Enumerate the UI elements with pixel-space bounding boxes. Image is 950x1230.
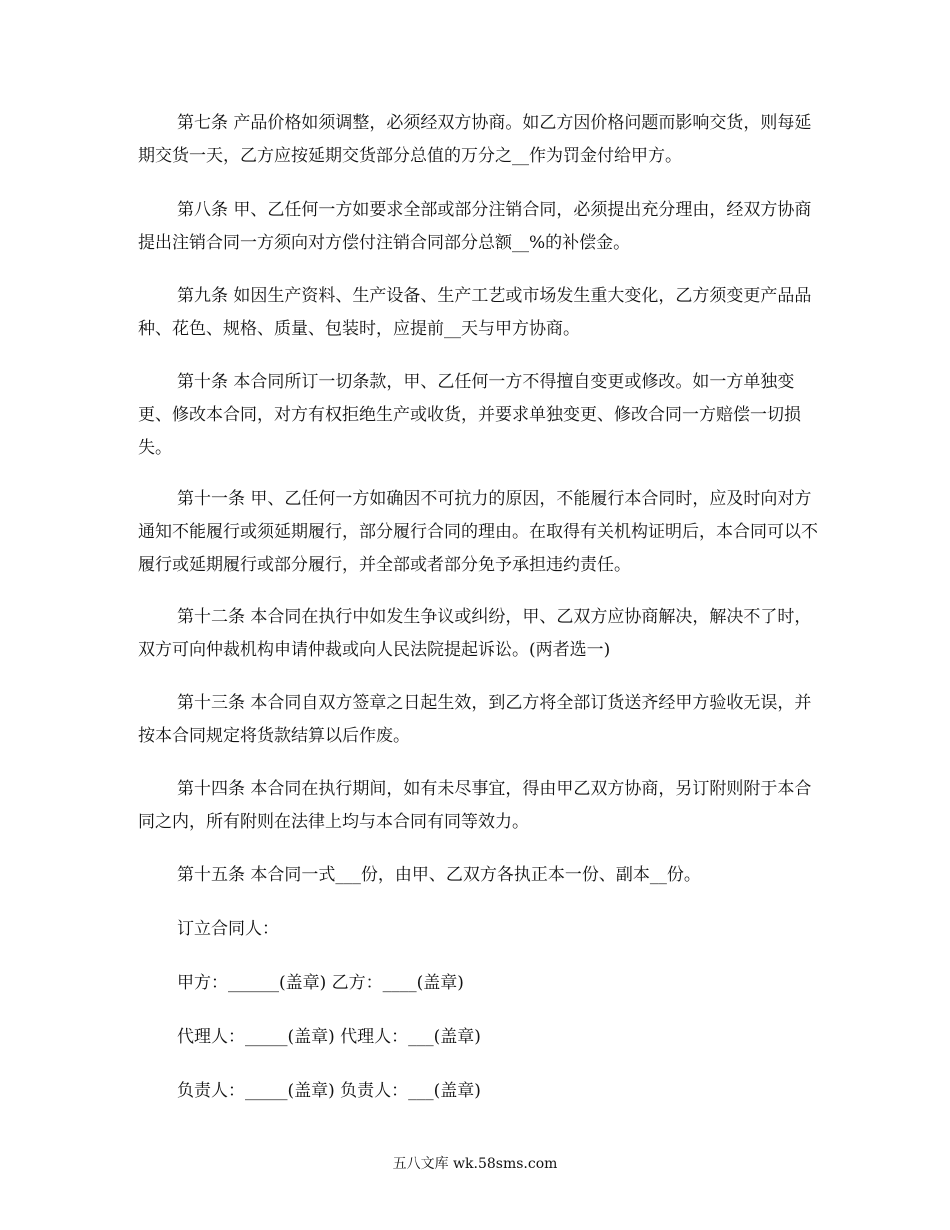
clause-8: 第八条 甲、乙任何一方如要求全部或部分注销合同，必须提出充分理由，经双方协商提出注销合同一方须向对方偿付注销合同部分总额__%的补偿金。 <box>138 200 812 253</box>
clause-15: 第十五条 本合同一式___份，由甲、乙双方各执正本一份、副本__份。 <box>177 865 701 885</box>
clause-9: 第九条 如因生产资料、生产设备、生产工艺或市场发生重大变化，乙方须变更产品品种、花色、规格、质量、包装时，应提前__天与甲方协商。 <box>138 286 812 339</box>
clause-14: 第十四条 本合同在执行期间，如有未尽事宜，得由甲乙双方协商，另订附则附于本合同之内，所有附则在法律上均与本合同有同等效力。 <box>138 779 812 832</box>
clause-7: 第七条 产品价格如须调整，必须经双方协商。如乙方因价格问题而影响交货，则每延期交货一天，乙方应按延期交货部分总值的万分之__作为罚金付给甲方。 <box>138 113 812 166</box>
clause-12: 第十二条 本合同在执行中如发生争议或纠纷，甲、乙双方应协商解决，解决不了时，双方可向仲裁机构申请仲裁或向人民法院提起诉讼。(两者选一) <box>138 607 812 660</box>
page-footer: 五八文库 wk.58sms.com <box>392 1156 558 1172</box>
signature-heading: 订立合同人： <box>177 919 279 939</box>
signature-agent-line: 代理人：_____(盖章) 代理人：___(盖章) <box>177 1027 481 1047</box>
clause-10: 第十条 本合同所订一切条款，甲、乙任何一方不得擅自变更或修改。如一方单独变更、修改本合同，对方有权拒绝生产或收货，并要求单独变更、修改合同一方赔偿一切损失。 <box>138 372 801 458</box>
clause-11: 第十一条 甲、乙任何一方如确因不可抗力的原因，不能履行本合同时，应及时向对方通知不能履行或须延期履行，部分履行合同的理由。在取得有关机构证明后，本合同可以不履行或延期履行或部分履行，并全部或者部分免予承担违约责任。 <box>138 489 818 575</box>
signature-manager-line: 负责人：_____(盖章) 负责人：___(盖章) <box>177 1081 481 1101</box>
clause-13: 第十三条 本合同自双方签章之日起生效，到乙方将全部订货送齐经甲方验收无误，并按本合同规定将货款结算以后作废。 <box>138 693 812 746</box>
signature-party-line: 甲方：______(盖章) 乙方：____(盖章) <box>177 973 464 993</box>
